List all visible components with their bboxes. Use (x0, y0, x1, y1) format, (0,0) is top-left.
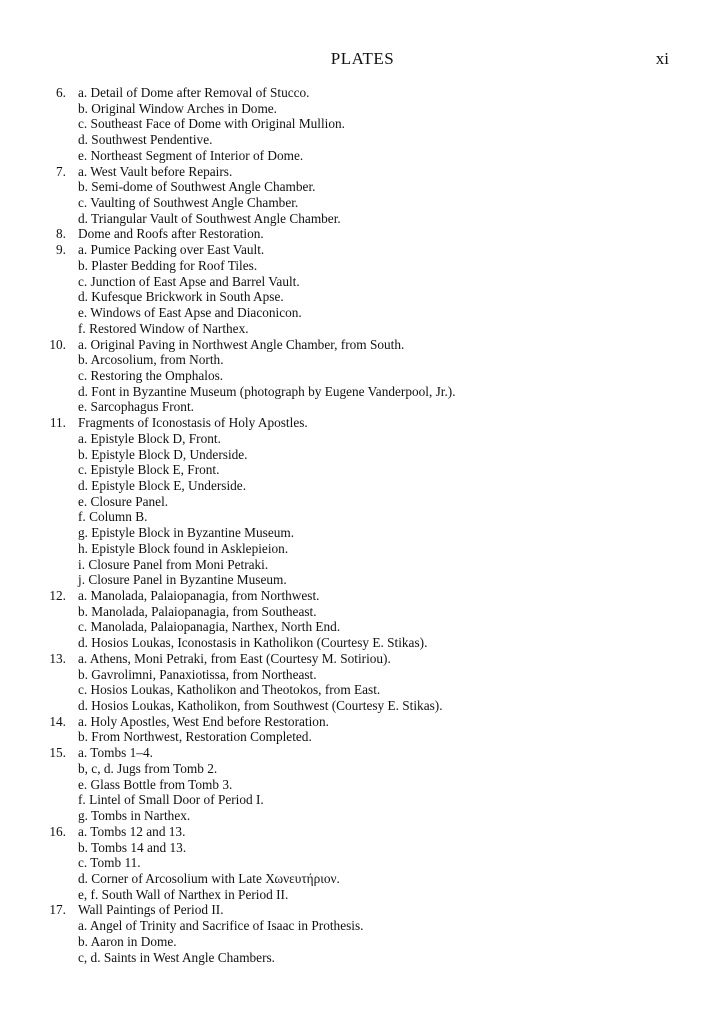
plate-caption: a. Angel of Trinity and Sacrifice of Isaac in Prothesis. (78, 918, 364, 934)
plate-line (40, 604, 700, 620)
plate-caption: Wall Paintings of Period II. (78, 902, 224, 918)
plate-caption: c, d. Saints in West Angle Chambers. (78, 949, 276, 965)
plate-line (40, 478, 700, 494)
plate-caption: e, f. South Wall of Narthex in Period II. (78, 886, 289, 902)
plate-line (40, 950, 700, 966)
plate-number: 7. (56, 163, 66, 179)
plate-caption: i. Closure Panel from Moni Petraki. (78, 556, 269, 572)
plate-entry (40, 337, 700, 416)
plate-line (40, 588, 700, 604)
plate-line (40, 258, 700, 274)
plate-line (40, 195, 700, 211)
plate-line (40, 289, 700, 305)
plate-caption: c. Restoring the Omphalos. (78, 367, 224, 383)
plate-line (40, 635, 700, 651)
plate-caption: f. Column B. (78, 509, 148, 525)
plate-line (40, 682, 700, 698)
plate-line (40, 824, 700, 840)
plate-caption: c. Epistyle Block E, Front. (78, 462, 220, 478)
plate-line (40, 384, 700, 400)
plate-caption: d. Hosios Loukas, Katholikon, from Southwest (Courtesy E. Stikas). (78, 698, 443, 714)
plate-caption: b. Aaron in Dome. (78, 933, 177, 949)
plate-number: 15. (49, 745, 66, 761)
plate-entry (40, 226, 700, 242)
plate-caption: a. West Vault before Repairs. (78, 163, 233, 179)
plate-caption: b. Epistyle Block D, Underside. (78, 446, 248, 462)
plate-caption: j. Closure Panel in Byzantine Museum. (78, 572, 287, 588)
plate-caption: b. Semi-dome of Southwest Angle Chamber. (78, 179, 316, 195)
plate-caption: a. Tombs 12 and 13. (78, 823, 186, 839)
plate-line (40, 462, 700, 478)
plate-line (40, 871, 700, 887)
plate-entry (40, 824, 700, 903)
plate-line (40, 698, 700, 714)
plate-line (40, 745, 700, 761)
plate-caption: a. Tombs 1–4. (78, 745, 153, 761)
plate-caption: c. Junction of East Apse and Barrel Vault. (78, 273, 300, 289)
plate-line (40, 541, 700, 557)
plate-line (40, 729, 700, 745)
plate-line (40, 619, 700, 635)
plate-line (40, 651, 700, 667)
plate-entry (40, 85, 700, 164)
plate-caption: Dome and Roofs after Restoration. (78, 226, 264, 242)
plate-line (40, 509, 700, 525)
plate-line (40, 714, 700, 730)
plate-entry (40, 164, 700, 227)
plate-number: 12. (49, 588, 66, 603)
plate-line (40, 808, 700, 824)
plate-line (40, 368, 700, 384)
plate-line (40, 572, 700, 588)
plate-line (40, 447, 700, 463)
plate-caption: a. Detail of Dome after Removal of Stucco. (78, 85, 310, 100)
plate-line (40, 918, 700, 934)
plate-entry (40, 745, 700, 824)
plate-entry (40, 415, 700, 588)
plate-line (40, 101, 700, 117)
plates-list (40, 85, 700, 965)
plate-caption: d. Hosios Loukas, Iconostasis in Katholikon (Courtesy E. Stikas). (78, 635, 428, 651)
plate-caption: a. Manolada, Palaiopanagia, from Northwest. (78, 588, 320, 603)
plate-line (40, 777, 700, 793)
plate-line (40, 431, 700, 447)
plate-caption: d. Corner of Arcosolium with Late Χωνευτήριον. (78, 870, 340, 886)
plate-caption: a. Original Paving in Northwest Angle Chamber, from South. (78, 336, 405, 352)
plate-line (40, 148, 700, 164)
plate-entry (40, 651, 700, 714)
plate-caption: e. Sarcophagus Front. (78, 399, 194, 415)
plate-line (40, 211, 700, 227)
plate-number: 8. (56, 226, 66, 242)
plate-line (40, 132, 700, 148)
plate-caption: d. Font in Byzantine Museum (photograph by Eugene Vanderpool, Jr.). (78, 383, 456, 399)
plate-caption: a. Athens, Moni Petraki, from East (Courtesy M. Sotiriou). (78, 650, 391, 666)
plate-line (40, 305, 700, 321)
plate-caption: d. Epistyle Block E, Underside. (78, 477, 247, 493)
plate-caption: d. Kufesque Brickwork in South Apse. (78, 289, 284, 305)
plate-line (40, 179, 700, 195)
plate-caption: d. Southwest Pendentive. (78, 132, 213, 148)
plate-caption: c. Hosios Loukas, Katholikon and Theotokos, from East. (78, 682, 381, 698)
plate-line (40, 116, 700, 132)
plate-caption: g. Tombs in Narthex. (78, 808, 191, 824)
plate-line (40, 321, 700, 337)
running-header (0, 49, 725, 71)
plate-line (40, 274, 700, 290)
plate-line (40, 337, 700, 353)
plate-line (40, 226, 700, 242)
plate-caption: e. Windows of East Apse and Diaconicon. (78, 305, 302, 321)
plate-caption: f. Lintel of Small Door of Period I. (78, 792, 264, 808)
plate-number: 11. (49, 415, 66, 431)
plate-line (40, 840, 700, 856)
plate-caption: b. Gavrolimni, Panaxiotissa, from Northeast. (78, 666, 317, 682)
plate-number: 13. (49, 650, 66, 666)
plate-caption: e. Closure Panel. (78, 493, 169, 509)
plate-caption: h. Epistyle Block found in Asklepieion. (78, 540, 289, 556)
plate-caption: b. Original Window Arches in Dome. (78, 100, 278, 116)
plate-line (40, 557, 700, 573)
plate-caption: b. Plaster Bedding for Roof Tiles. (78, 257, 258, 273)
plate-line (40, 902, 700, 918)
plate-line (40, 667, 700, 683)
plate-line (40, 887, 700, 903)
plate-number: 16. (49, 823, 66, 839)
plate-line (40, 164, 700, 180)
plate-entry (40, 714, 700, 745)
plate-line (40, 855, 700, 871)
plate-caption: b. From Northwest, Restoration Completed. (78, 729, 312, 745)
plate-caption: b. Tombs 14 and 13. (78, 839, 187, 855)
plate-line (40, 415, 700, 431)
plate-caption: c. Tomb 11. (78, 855, 141, 871)
plate-caption: e. Northeast Segment of Interior of Dome. (78, 147, 304, 163)
page-title: PLATES (330, 49, 395, 68)
plate-number: 6. (56, 85, 66, 100)
plate-caption: e. Glass Bottle from Tomb 3. (78, 776, 233, 792)
plate-line (40, 352, 700, 368)
plate-line (40, 399, 700, 415)
plate-line (40, 934, 700, 950)
plate-entry (40, 902, 700, 965)
plate-number: 10. (49, 336, 66, 352)
plate-number: 9. (56, 242, 66, 258)
plate-line (40, 242, 700, 258)
plate-caption: c. Vaulting of Southwest Angle Chamber. (78, 195, 299, 211)
plate-caption: c. Southeast Face of Dome with Original Mullion. (78, 116, 346, 132)
plate-caption: b. Manolada, Palaiopanagia, from Southeast. (78, 603, 317, 619)
plate-line (40, 525, 700, 541)
plate-caption: c. Manolada, Palaiopanagia, Narthex, North End. (78, 619, 341, 635)
plate-number: 14. (49, 713, 66, 729)
plate-caption: b, c, d. Jugs from Tomb 2. (78, 760, 218, 776)
plate-caption: g. Epistyle Block in Byzantine Museum. (78, 525, 295, 541)
plate-line (40, 494, 700, 510)
plate-entry (40, 242, 700, 336)
plate-line (40, 792, 700, 808)
plate-line (40, 85, 700, 101)
plate-line (40, 761, 700, 777)
plate-caption: f. Restored Window of Narthex. (78, 320, 249, 336)
plate-caption: b. Arcosolium, from North. (78, 352, 224, 368)
plate-caption: d. Triangular Vault of Southwest Angle Chamber. (78, 210, 341, 226)
plate-caption: Fragments of Iconostasis of Holy Apostles. (78, 415, 308, 431)
plate-caption: a. Holy Apostles, West End before Restoration. (78, 713, 329, 729)
plate-entry (40, 588, 700, 651)
plate-number: 17. (49, 902, 66, 918)
plate-caption: a. Epistyle Block D, Front. (78, 430, 221, 446)
plate-caption: a. Pumice Packing over East Vault. (78, 242, 265, 258)
page-number: xi (655, 49, 669, 68)
